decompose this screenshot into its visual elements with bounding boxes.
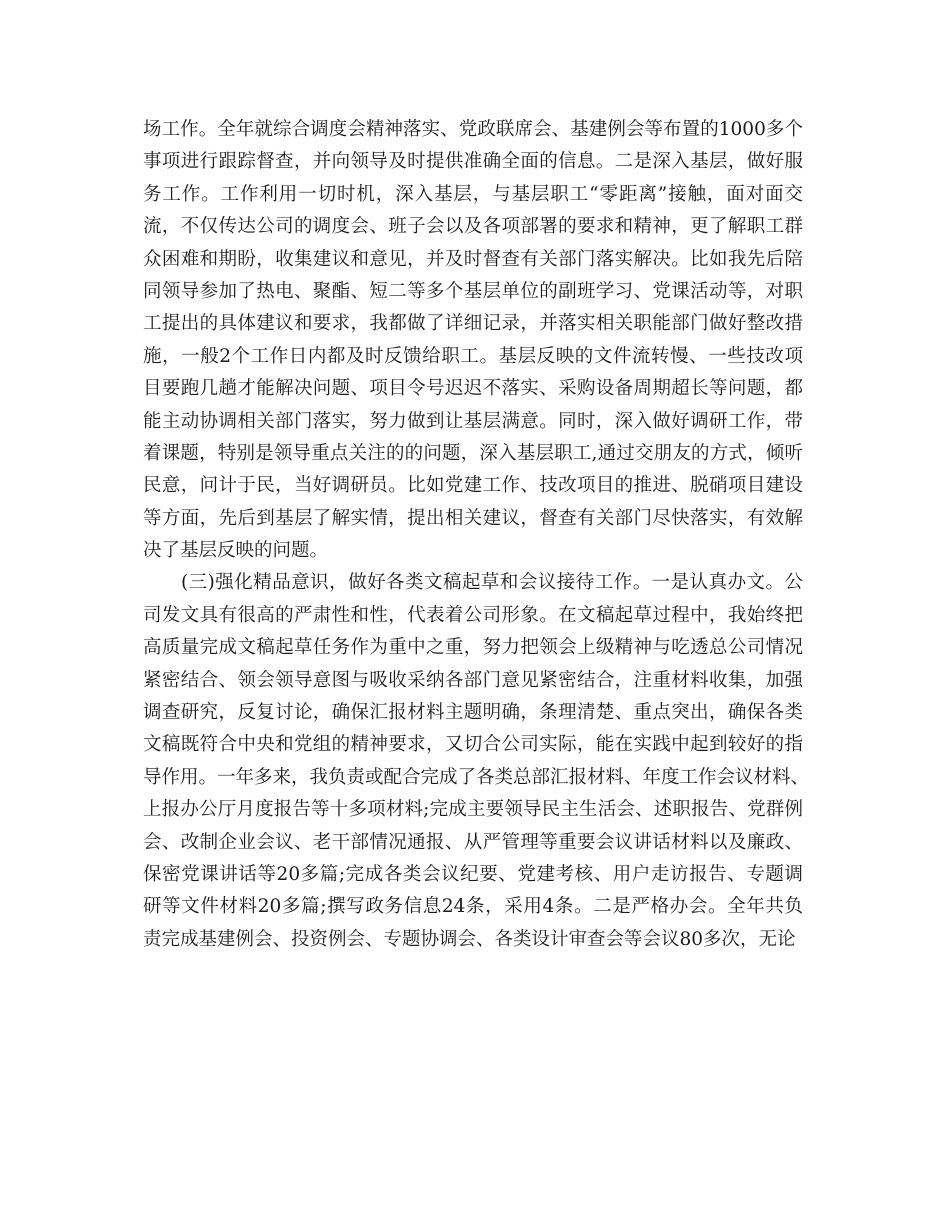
text-line: 研等文件材料20多篇;撰写政务信息24条，采用4条。二是严格办会。全年共负: [143, 896, 803, 918]
text-line: 民意，问计于民，当好调研员。比如党建工作、技改项目的推进、脱硝项目建设: [143, 475, 803, 497]
paragraph-1: [143, 114, 803, 567]
text-line: 事项进行跟踪督查，并向领导及时提供准确全面的信息。二是深入基层，做好服: [143, 151, 803, 173]
text-line: (三)强化精品意识，做好各类文稿起草和会议接待工作。一是认真办文。公: [143, 572, 803, 594]
text-line: 等方面，先后到基层了解实情，提出相关建议，督查有关部门尽快落实，有效解: [143, 507, 803, 529]
text-line: 工提出的具体建议和要求，我都做了详细记录，并落实相关职能部门做好整改措: [143, 313, 803, 335]
text-line: 导作用。一年多来，我负责或配合完成了各类总部汇报材料、年度工作会议材料、: [143, 766, 810, 788]
paragraph-2: [143, 567, 810, 956]
document-body: [143, 114, 810, 956]
text-line: 会、改制企业会议、老干部情况通报、从严管理等重要会议讲话材料以及廉政、: [143, 831, 803, 853]
text-line: 司发文具有很高的严肃性和性，代表着公司形象。在文稿起草过程中，我始终把: [143, 604, 803, 626]
text-line: 同领导参加了热电、聚酯、短二等多个基层单位的副班学习、党课活动等，对职: [143, 280, 803, 302]
text-line: 流，不仅传达公司的调度会、班子会以及各项部署的要求和精神，更了解职工群: [143, 216, 803, 238]
text-line: 文稿既符合中央和党组的精神要求，又切合公司实际，能在实践中起到较好的指: [143, 734, 803, 756]
text-line: 场工作。全年就综合调度会精神落实、党政联席会、基建例会等布置的1000多个: [143, 119, 803, 140]
text-line: 调查研究，反复讨论，确保汇报材料主题明确，条理清楚、重点突出，确保各类: [143, 702, 803, 724]
text-line: 目要跑几趟才能解决问题、项目令号迟迟不落实、采购设备周期超长等问题，都: [143, 378, 803, 400]
text-line: 决了基层反映的问题。: [143, 540, 329, 562]
text-line: 众困难和期盼，收集建议和意见，并及时督查有关部门落实解决。比如我先后陪: [143, 248, 803, 270]
text-line: 施，一般2个工作日内都及时反馈给职工。基层反映的文件流转慢、一些技改项: [143, 345, 803, 367]
text-line: 务工作。工作利用一切时机，深入基层，与基层职工“零距离”接触，面对面交: [143, 183, 803, 205]
text-line: 责完成基建例会、投资例会、专题协调会、各类设计审查会等会议80多次，无论: [143, 928, 796, 950]
text-line: 上报办公厅月度报告等十多项材料;完成主要领导民主生活会、述职报告、党群例: [143, 799, 803, 821]
text-line: 高质量完成文稿起草任务作为重中之重，努力把领会上级精神与吃透总公司情况: [143, 637, 803, 659]
text-line: 保密党课讲话等20多篇;完成各类会议纪要、党建考核、用户走访报告、专题调: [143, 863, 803, 885]
text-line: 着课题，特别是领导重点关注的的问题，深入基层职工,通过交朋友的方式，倾听: [143, 442, 803, 464]
text-line: 能主动协调相关部门落实，努力做到让基层满意。同时，深入做好调研工作，带: [143, 410, 803, 432]
text-line: 紧密结合、领会领导意图与吸收采纳各部门意见紧密结合，注重材料收集，加强: [143, 669, 803, 691]
